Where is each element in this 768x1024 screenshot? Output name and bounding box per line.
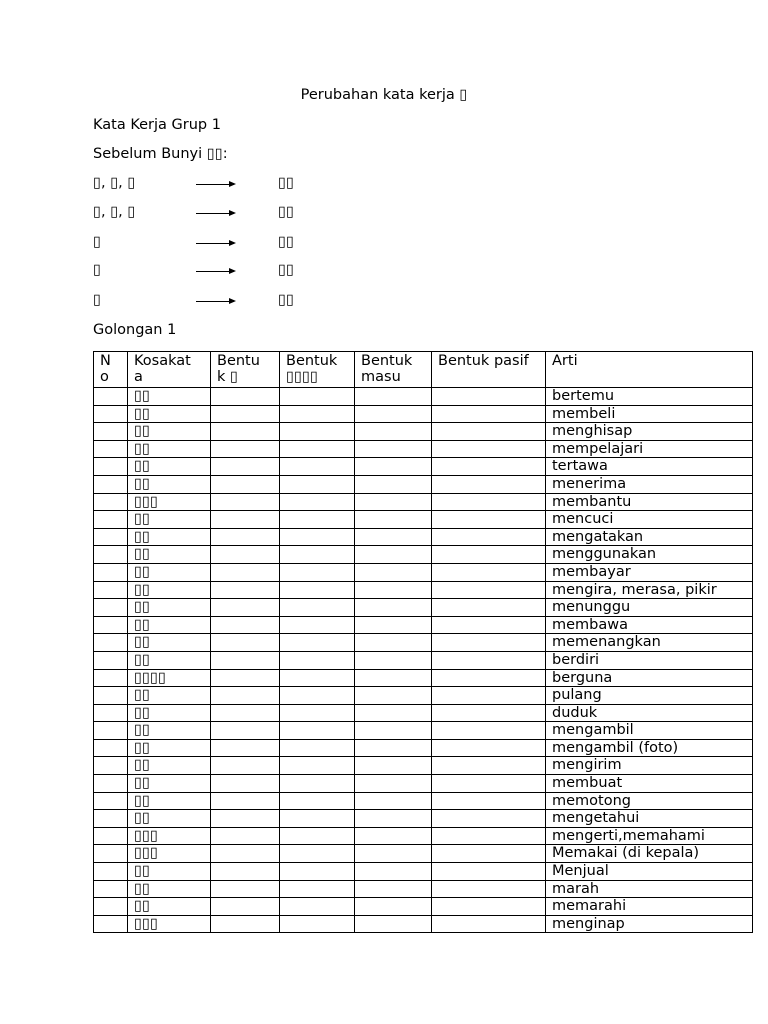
cell-bentuk-kamus (280, 405, 355, 423)
cell-arti: bertemu (546, 388, 753, 406)
arrow-right-icon (196, 243, 234, 244)
cell-bentuk-pasif (432, 722, 546, 740)
cell-bentuk-kamus (280, 423, 355, 441)
cell-kosakata: ▯▯ (128, 775, 211, 793)
cell-bentuk-masu (355, 845, 432, 863)
table-row (94, 493, 753, 511)
cell-kosakata: ▯▯▯ (128, 915, 211, 933)
cell-no (94, 863, 128, 881)
sound-heading: Sebelum Bunyi ▯▯: (93, 146, 228, 162)
cell-kosakata: ▯▯ (128, 475, 211, 493)
cell-no (94, 616, 128, 634)
sound-change-row (93, 204, 393, 224)
cell-kosakata: ▯▯▯ (128, 827, 211, 845)
cell-arti: menginap (546, 915, 753, 933)
cell-bentuk-masu (355, 898, 432, 916)
table-row (94, 405, 753, 423)
arrow-right-icon (196, 271, 234, 272)
col-header-kosakata: Kosakat a (128, 352, 211, 388)
table-row (94, 458, 753, 476)
cell-arti: membayar (546, 563, 753, 581)
cell-bentuk-kamus (280, 581, 355, 599)
cell-bentuk-pasif (432, 546, 546, 564)
cell-bentuk-kamus (280, 792, 355, 810)
cell-bentuk-te (211, 810, 280, 828)
cell-bentuk-te (211, 546, 280, 564)
cell-bentuk-kamus (280, 669, 355, 687)
cell-kosakata: ▯▯ (128, 810, 211, 828)
cell-arti: mengerti,memahami (546, 827, 753, 845)
cell-bentuk-kamus (280, 616, 355, 634)
table-row (94, 880, 753, 898)
cell-arti: memarahi (546, 898, 753, 916)
cell-bentuk-pasif (432, 511, 546, 529)
table-row (94, 739, 753, 757)
cell-bentuk-masu (355, 440, 432, 458)
table-row (94, 669, 753, 687)
cell-bentuk-masu (355, 739, 432, 757)
cell-kosakata: ▯▯ (128, 722, 211, 740)
cell-bentuk-te (211, 599, 280, 617)
cell-kosakata: ▯▯▯ (128, 493, 211, 511)
sound-change-row (93, 175, 393, 195)
cell-bentuk-masu (355, 651, 432, 669)
cell-bentuk-kamus (280, 898, 355, 916)
cell-bentuk-kamus (280, 388, 355, 406)
cell-bentuk-te (211, 915, 280, 933)
sound-result: ▯▯ (278, 262, 294, 278)
sound-result: ▯▯ (278, 175, 294, 191)
cell-bentuk-te (211, 898, 280, 916)
table-row (94, 845, 753, 863)
cell-bentuk-te (211, 563, 280, 581)
cell-kosakata: ▯▯▯ (128, 845, 211, 863)
cell-no (94, 405, 128, 423)
cell-bentuk-te (211, 722, 280, 740)
table-row (94, 388, 753, 406)
sound-change-row (93, 234, 393, 254)
cell-bentuk-masu (355, 775, 432, 793)
table-row (94, 616, 753, 634)
cell-kosakata: ▯▯ (128, 458, 211, 476)
cell-kosakata: ▯▯ (128, 616, 211, 634)
cell-arti: duduk (546, 704, 753, 722)
cell-bentuk-masu (355, 616, 432, 634)
cell-arti: membawa (546, 616, 753, 634)
cell-no (94, 634, 128, 652)
cell-bentuk-te (211, 634, 280, 652)
arrow-right-icon (196, 301, 234, 302)
cell-bentuk-pasif (432, 458, 546, 476)
cell-bentuk-pasif (432, 704, 546, 722)
cell-no (94, 493, 128, 511)
cell-arti: membantu (546, 493, 753, 511)
cell-bentuk-pasif (432, 810, 546, 828)
cell-bentuk-te (211, 528, 280, 546)
sound-source: ▯ (93, 234, 101, 250)
cell-no (94, 563, 128, 581)
cell-arti: membeli (546, 405, 753, 423)
cell-arti: mencuci (546, 511, 753, 529)
page-title: Perubahan kata kerja ▯ (300, 87, 468, 103)
cell-arti: Menjual (546, 863, 753, 881)
table-row (94, 440, 753, 458)
cell-bentuk-pasif (432, 739, 546, 757)
table-row (94, 810, 753, 828)
sound-result: ▯▯ (278, 234, 294, 250)
cell-bentuk-masu (355, 757, 432, 775)
cell-bentuk-kamus (280, 440, 355, 458)
cell-bentuk-masu (355, 388, 432, 406)
cell-arti: mengira, merasa, pikir (546, 581, 753, 599)
cell-bentuk-masu (355, 599, 432, 617)
cell-no (94, 739, 128, 757)
cell-bentuk-kamus (280, 687, 355, 705)
cell-bentuk-te (211, 827, 280, 845)
cell-arti: membuat (546, 775, 753, 793)
cell-bentuk-masu (355, 546, 432, 564)
cell-bentuk-kamus (280, 458, 355, 476)
cell-bentuk-pasif (432, 599, 546, 617)
cell-bentuk-kamus (280, 563, 355, 581)
cell-no (94, 458, 128, 476)
cell-bentuk-kamus (280, 775, 355, 793)
cell-arti: menunggu (546, 599, 753, 617)
cell-bentuk-te (211, 757, 280, 775)
cell-kosakata: ▯▯ (128, 898, 211, 916)
cell-bentuk-te (211, 405, 280, 423)
col-header-bentuk-pasif: Bentuk pasif (432, 352, 546, 388)
cell-bentuk-masu (355, 634, 432, 652)
cell-kosakata: ▯▯ (128, 634, 211, 652)
col-header-no: N o (94, 352, 128, 388)
cell-bentuk-masu (355, 827, 432, 845)
cell-bentuk-pasif (432, 687, 546, 705)
cell-kosakata: ▯▯ (128, 511, 211, 529)
cell-bentuk-te (211, 511, 280, 529)
cell-kosakata: ▯▯ (128, 704, 211, 722)
table-row (94, 511, 753, 529)
cell-arti: pulang (546, 687, 753, 705)
cell-arti: berguna (546, 669, 753, 687)
cell-kosakata: ▯▯ (128, 388, 211, 406)
cell-arti: mengetahui (546, 810, 753, 828)
cell-arti: mengatakan (546, 528, 753, 546)
cell-bentuk-pasif (432, 915, 546, 933)
cell-bentuk-te (211, 792, 280, 810)
cell-no (94, 704, 128, 722)
cell-bentuk-pasif (432, 405, 546, 423)
col-header-arti: Arti (546, 352, 753, 388)
cell-bentuk-pasif (432, 845, 546, 863)
col-header-bentuk-masu: Bentuk masu (355, 352, 432, 388)
cell-kosakata: ▯▯ (128, 423, 211, 441)
cell-bentuk-te (211, 440, 280, 458)
cell-bentuk-masu (355, 810, 432, 828)
cell-arti: menggunakan (546, 546, 753, 564)
cell-bentuk-te (211, 423, 280, 441)
cell-kosakata: ▯▯ (128, 440, 211, 458)
cell-no (94, 546, 128, 564)
cell-arti: Memakai (di kepala) (546, 845, 753, 863)
cell-arti: mengambil (546, 722, 753, 740)
cell-kosakata: ▯▯ (128, 880, 211, 898)
cell-bentuk-kamus (280, 810, 355, 828)
col-header-bentuk-te: Bentu k ▯ (211, 352, 280, 388)
cell-no (94, 845, 128, 863)
cell-no (94, 599, 128, 617)
cell-no (94, 898, 128, 916)
cell-bentuk-pasif (432, 563, 546, 581)
cell-bentuk-masu (355, 458, 432, 476)
cell-arti: mempelajari (546, 440, 753, 458)
cell-bentuk-pasif (432, 423, 546, 441)
cell-arti: memenangkan (546, 634, 753, 652)
cell-bentuk-pasif (432, 651, 546, 669)
cell-bentuk-pasif (432, 388, 546, 406)
cell-no (94, 915, 128, 933)
cell-no (94, 880, 128, 898)
sound-source: ▯ (93, 292, 101, 308)
sound-source: ▯ (93, 262, 101, 278)
golongan-heading: Golongan 1 (93, 322, 177, 338)
cell-no (94, 440, 128, 458)
cell-bentuk-kamus (280, 880, 355, 898)
cell-bentuk-kamus (280, 827, 355, 845)
table-row (94, 775, 753, 793)
table-row (94, 827, 753, 845)
sound-result: ▯▯ (278, 292, 294, 308)
table-row (94, 634, 753, 652)
cell-bentuk-masu (355, 704, 432, 722)
cell-bentuk-kamus (280, 704, 355, 722)
cell-bentuk-te (211, 704, 280, 722)
cell-bentuk-kamus (280, 739, 355, 757)
cell-bentuk-masu (355, 687, 432, 705)
cell-arti: mengambil (foto) (546, 739, 753, 757)
cell-bentuk-pasif (432, 827, 546, 845)
cell-bentuk-kamus (280, 546, 355, 564)
table-row (94, 792, 753, 810)
cell-bentuk-te (211, 388, 280, 406)
cell-bentuk-pasif (432, 616, 546, 634)
cell-bentuk-masu (355, 423, 432, 441)
table-row (94, 563, 753, 581)
cell-bentuk-te (211, 475, 280, 493)
cell-bentuk-pasif (432, 475, 546, 493)
cell-bentuk-masu (355, 493, 432, 511)
cell-bentuk-kamus (280, 511, 355, 529)
table-row (94, 651, 753, 669)
cell-bentuk-pasif (432, 757, 546, 775)
cell-arti: memotong (546, 792, 753, 810)
table-header-row (94, 352, 753, 388)
sound-change-row (93, 262, 393, 282)
cell-bentuk-te (211, 458, 280, 476)
cell-bentuk-pasif (432, 898, 546, 916)
arrow-right-icon (196, 213, 234, 214)
cell-bentuk-te (211, 651, 280, 669)
table-row (94, 528, 753, 546)
cell-no (94, 528, 128, 546)
cell-no (94, 651, 128, 669)
cell-no (94, 792, 128, 810)
cell-bentuk-masu (355, 563, 432, 581)
cell-no (94, 669, 128, 687)
cell-bentuk-te (211, 739, 280, 757)
cell-no (94, 687, 128, 705)
cell-kosakata: ▯▯ (128, 757, 211, 775)
cell-kosakata: ▯▯ (128, 739, 211, 757)
cell-bentuk-pasif (432, 581, 546, 599)
cell-bentuk-masu (355, 475, 432, 493)
cell-arti: mengirim (546, 757, 753, 775)
sound-source: ▯, ▯, ▯ (93, 204, 136, 220)
cell-bentuk-pasif (432, 880, 546, 898)
cell-arti: menghisap (546, 423, 753, 441)
cell-no (94, 423, 128, 441)
cell-bentuk-kamus (280, 634, 355, 652)
cell-arti: marah (546, 880, 753, 898)
table-row (94, 423, 753, 441)
cell-bentuk-kamus (280, 845, 355, 863)
cell-bentuk-masu (355, 792, 432, 810)
cell-bentuk-kamus (280, 863, 355, 881)
cell-no (94, 722, 128, 740)
sound-result: ▯▯ (278, 204, 294, 220)
table-row (94, 687, 753, 705)
cell-bentuk-kamus (280, 475, 355, 493)
cell-bentuk-pasif (432, 775, 546, 793)
cell-kosakata: ▯▯ (128, 863, 211, 881)
cell-kosakata: ▯▯▯▯ (128, 669, 211, 687)
cell-bentuk-te (211, 880, 280, 898)
cell-arti: tertawa (546, 458, 753, 476)
cell-bentuk-masu (355, 511, 432, 529)
cell-no (94, 810, 128, 828)
table-row (94, 704, 753, 722)
cell-bentuk-pasif (432, 440, 546, 458)
cell-bentuk-kamus (280, 722, 355, 740)
cell-bentuk-pasif (432, 493, 546, 511)
table-row (94, 475, 753, 493)
table-row (94, 898, 753, 916)
sound-source: ▯, ▯, ▯ (93, 175, 136, 191)
cell-kosakata: ▯▯ (128, 599, 211, 617)
cell-kosakata: ▯▯ (128, 651, 211, 669)
cell-bentuk-masu (355, 405, 432, 423)
arrow-right-icon (196, 184, 234, 185)
table-row (94, 915, 753, 933)
cell-bentuk-kamus (280, 493, 355, 511)
cell-no (94, 511, 128, 529)
cell-bentuk-masu (355, 581, 432, 599)
cell-bentuk-pasif (432, 634, 546, 652)
col-header-bentuk-kamus: Bentuk ▯▯▯▯ (280, 352, 355, 388)
cell-no (94, 475, 128, 493)
cell-bentuk-te (211, 845, 280, 863)
table-row (94, 722, 753, 740)
cell-kosakata: ▯▯ (128, 792, 211, 810)
cell-bentuk-te (211, 775, 280, 793)
cell-no (94, 388, 128, 406)
cell-no (94, 757, 128, 775)
cell-no (94, 827, 128, 845)
cell-bentuk-kamus (280, 528, 355, 546)
sound-change-row (93, 292, 393, 312)
cell-bentuk-pasif (432, 792, 546, 810)
cell-bentuk-masu (355, 528, 432, 546)
cell-bentuk-te (211, 581, 280, 599)
cell-no (94, 581, 128, 599)
table-row (94, 757, 753, 775)
cell-kosakata: ▯▯ (128, 546, 211, 564)
table-row (94, 863, 753, 881)
table-row (94, 546, 753, 564)
cell-bentuk-kamus (280, 651, 355, 669)
cell-arti: menerima (546, 475, 753, 493)
cell-bentuk-pasif (432, 863, 546, 881)
cell-bentuk-masu (355, 880, 432, 898)
cell-bentuk-masu (355, 669, 432, 687)
cell-bentuk-te (211, 669, 280, 687)
cell-bentuk-masu (355, 722, 432, 740)
group-heading: Kata Kerja Grup 1 (93, 117, 221, 133)
cell-bentuk-te (211, 863, 280, 881)
cell-bentuk-kamus (280, 599, 355, 617)
cell-bentuk-masu (355, 915, 432, 933)
cell-arti: berdiri (546, 651, 753, 669)
cell-kosakata: ▯▯ (128, 687, 211, 705)
cell-bentuk-te (211, 687, 280, 705)
cell-bentuk-kamus (280, 915, 355, 933)
cell-bentuk-kamus (280, 757, 355, 775)
cell-bentuk-pasif (432, 528, 546, 546)
table-row (94, 581, 753, 599)
cell-kosakata: ▯▯ (128, 581, 211, 599)
cell-bentuk-te (211, 616, 280, 634)
verb-table (93, 351, 753, 933)
cell-bentuk-te (211, 493, 280, 511)
cell-bentuk-pasif (432, 669, 546, 687)
cell-kosakata: ▯▯ (128, 563, 211, 581)
cell-no (94, 775, 128, 793)
table-row (94, 599, 753, 617)
cell-kosakata: ▯▯ (128, 405, 211, 423)
cell-bentuk-masu (355, 863, 432, 881)
cell-kosakata: ▯▯ (128, 528, 211, 546)
